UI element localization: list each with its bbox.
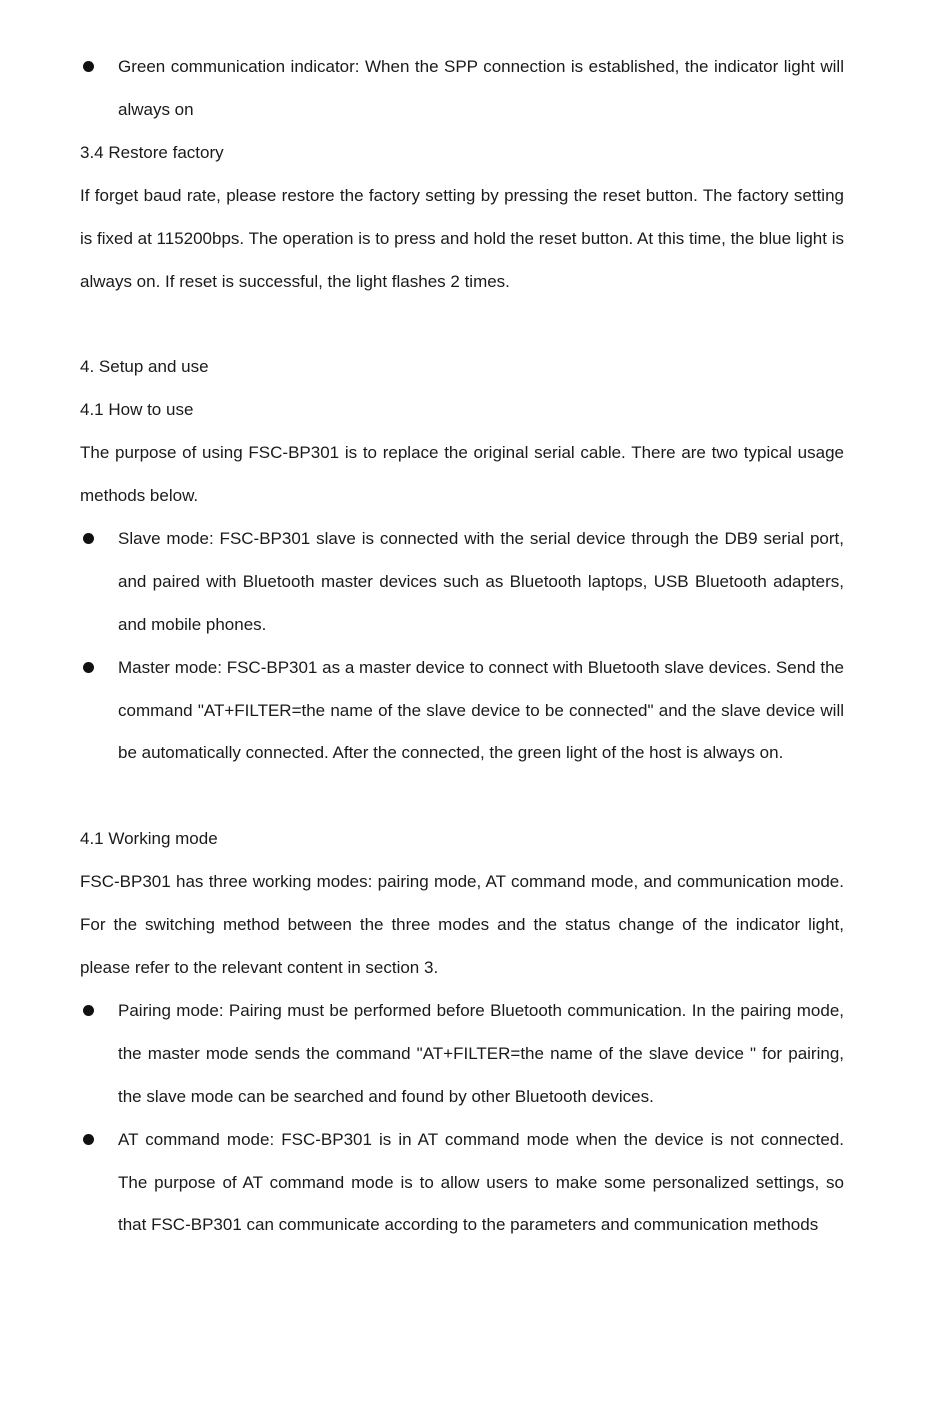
document-page <box>80 46 844 1247</box>
bullet-dot-icon <box>83 61 94 72</box>
bullet-text: Green communication indicator: When the SPP connection is established, the indicator light will always on <box>118 57 844 119</box>
heading-working-mode: 4.1 Working mode <box>80 829 218 849</box>
spacer <box>80 775 844 818</box>
bullet-at-command-mode <box>80 1119 844 1248</box>
bullet-dot-icon <box>83 1134 94 1145</box>
bullet-text: Slave mode: FSC-BP301 slave is connected with the serial device through the DB9 serial port, and paired with Bluetooth master devices such as Bluetooth laptops, USB Bluetooth adapters, and mobile phones. <box>118 528 844 634</box>
bullet-green-indicator <box>80 46 844 132</box>
heading-setup-and-use: 4. Setup and use <box>80 357 209 377</box>
bullet-dot-icon <box>83 1005 94 1016</box>
paragraph-working-mode: FSC-BP301 has three working modes: pairing mode, AT command mode, and communication mode. For the switching method between the three modes and the status change of the indicator light, please refer to the relevant content in section 3. <box>80 872 844 977</box>
spacer <box>80 303 844 346</box>
bullet-master-mode <box>80 647 844 776</box>
bullet-pairing-mode <box>80 990 844 1119</box>
bullet-text: Pairing mode: Pairing must be performed before Bluetooth communication. In the pairing mode, the master mode sends the command "AT+FILTER=the name of the slave device " for pairing, the slave mode can be searched and found by other Bluetooth devices. <box>118 1000 844 1106</box>
bullet-dot-icon <box>83 533 94 544</box>
heading-restore-factory: 3.4 Restore factory <box>80 142 224 162</box>
paragraph-restore-factory: If forget baud rate, please restore the factory setting by pressing the reset button. The factory setting is fixed at 115200bps. The operation is to press and hold the reset button. At this time, the blue light is always on. If reset is successful, the light flashes 2 times. <box>80 185 844 291</box>
bullet-slave-mode <box>80 518 844 647</box>
bullet-text: AT command mode: FSC-BP301 is in AT command mode when the device is not connected. The purpose of AT command mode is to allow users to make some personalized settings, so that FSC-BP301 can communicate according to the parameters and communication methods <box>118 1129 844 1235</box>
bullet-text: Master mode: FSC-BP301 as a master device to connect with Bluetooth slave devices. Send the command "AT+FILTER=the name of the slave device to be connected" and the slave device will be automatically connected. After the connected, the green light of the host is always on. <box>118 657 844 763</box>
heading-how-to-use: 4.1 How to use <box>80 400 194 420</box>
paragraph-how-to-use: The purpose of using FSC-BP301 is to replace the original serial cable. There are two typical usage methods below. <box>80 443 844 506</box>
bullet-dot-icon <box>83 662 94 673</box>
